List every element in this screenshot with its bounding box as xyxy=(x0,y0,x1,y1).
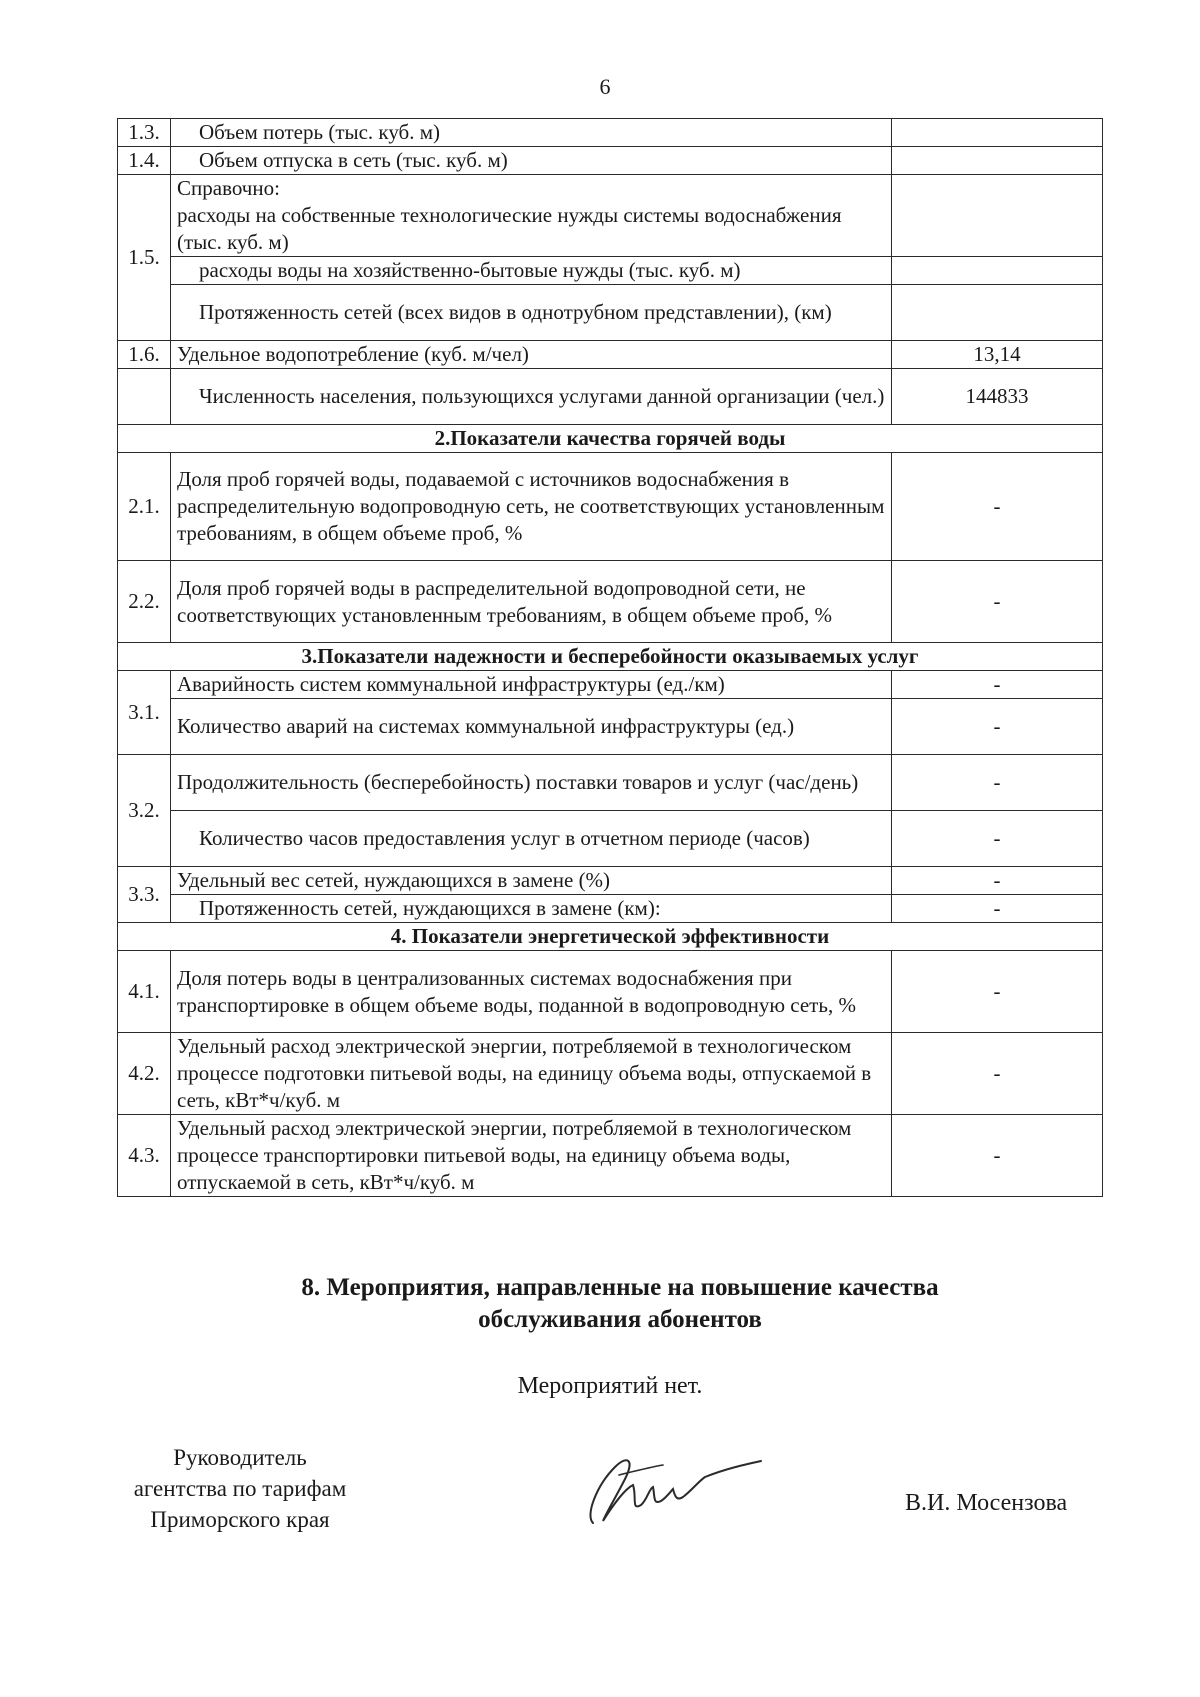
page-number: 6 xyxy=(599,74,611,99)
row-number: 3.1. xyxy=(118,671,171,755)
section-8-title-line-2: обслуживания абонентов xyxy=(478,1306,762,1333)
indicator-name: Численность населения, пользующихся услугами данной организации (чел.) xyxy=(171,369,892,425)
table-row xyxy=(118,119,1103,147)
indicator-name: Протяженность сетей, нуждающихся в замене (км): xyxy=(171,895,892,923)
indicator-value: - xyxy=(892,811,1103,867)
table-row xyxy=(118,285,1103,341)
indicator-value xyxy=(892,285,1103,341)
reference-label: Справочно: xyxy=(177,176,280,200)
section-header-row xyxy=(118,923,1103,951)
table-row xyxy=(118,175,1103,257)
section-title: 2.Показатели качества горячей воды xyxy=(118,425,1103,453)
indicator-value: - xyxy=(892,1115,1103,1197)
indicator-name: Доля проб горячей воды, подаваемой с источников водоснабжения в распределительную водопроводную сеть, не соответствующих установленным требованиям, в общем объеме проб, % xyxy=(171,453,892,561)
row-number: 3.2. xyxy=(118,755,171,867)
signer-position xyxy=(110,1442,370,1535)
row-number: 1.6. xyxy=(118,341,171,369)
row-number: 1.3. xyxy=(118,119,171,147)
signer-name: В.И. Мосензова xyxy=(905,1490,1068,1516)
indicator-value: 13,14 xyxy=(892,341,1103,369)
row-number: 4.1. xyxy=(118,951,171,1033)
row-number: 2.1. xyxy=(118,453,171,561)
table-row xyxy=(118,895,1103,923)
indicator-value xyxy=(892,119,1103,147)
table-row xyxy=(118,699,1103,755)
indicator-value xyxy=(892,147,1103,175)
indicator-value: - xyxy=(892,699,1103,755)
section-title: 3.Показатели надежности и бесперебойности оказываемых услуг xyxy=(118,643,1103,671)
row-number: 4.2. xyxy=(118,1033,171,1115)
table-row xyxy=(118,755,1103,811)
table-row xyxy=(118,341,1103,369)
table-row xyxy=(118,671,1103,699)
indicator-name: Объем потерь (тыс. куб. м) xyxy=(171,119,892,147)
indicator-name: Протяженность сетей (всех видов в однотрубном представлении), (км) xyxy=(171,285,892,341)
indicator-name: Удельный вес сетей, нуждающихся в замене (%) xyxy=(171,867,892,895)
indicator-name: Удельное водопотребление (куб. м/чел) xyxy=(171,341,892,369)
table-row xyxy=(118,1033,1103,1115)
indicator-name: Аварийность систем коммунальной инфраструктуры (ед./км) xyxy=(171,671,892,699)
indicator-name: Количество часов предоставления услуг в отчетном периоде (часов) xyxy=(171,811,892,867)
indicator-value xyxy=(892,175,1103,257)
indicator-value: - xyxy=(892,671,1103,699)
indicator-value: - xyxy=(892,561,1103,643)
section-title: 4. Показатели энергетической эффективности xyxy=(118,923,1103,951)
row-number: 1.4. xyxy=(118,147,171,175)
table-row xyxy=(118,147,1103,175)
handwritten-signature xyxy=(575,1445,765,1535)
indicator-name: расходы воды на хозяйственно-бытовые нужды (тыс. куб. м) xyxy=(171,257,892,285)
empty-number-cell xyxy=(118,369,171,425)
section-8-heading xyxy=(0,1272,1200,1336)
row-number: 3.3. xyxy=(118,867,171,923)
section-header-row xyxy=(118,425,1103,453)
signer-position-line-3: Приморского края xyxy=(150,1507,330,1532)
table-row xyxy=(118,453,1103,561)
indicator-value xyxy=(892,257,1103,285)
signer-position-line-2: агентства по тарифам xyxy=(133,1476,347,1501)
table-row xyxy=(118,561,1103,643)
signer-position-line-1: Руководитель xyxy=(173,1445,307,1470)
indicators-table xyxy=(117,118,1103,1197)
table-row xyxy=(118,867,1103,895)
indicator-value: 144833 xyxy=(892,369,1103,425)
indicator-name: Удельный расход электрической энергии, потребляемой в технологическом процессе транспортировки питьевой воды, на единицу объема воды, отпускаемой в сеть, кВт*ч/куб. м xyxy=(171,1115,892,1197)
row-number: 4.3. xyxy=(118,1115,171,1197)
indicator-name: Удельный расход электрической энергии, потребляемой в технологическом процессе подготовки питьевой воды, на единицу объема воды, отпускаемой в сеть, кВт*ч/куб. м xyxy=(171,1033,892,1115)
table-row xyxy=(118,1115,1103,1197)
indicator-value: - xyxy=(892,755,1103,811)
row-number: 2.2. xyxy=(118,561,171,643)
indicator-value: - xyxy=(892,895,1103,923)
table-row xyxy=(118,257,1103,285)
indicator-text: расходы на собственные технологические нужды системы водоснабжения (тыс. куб. м) xyxy=(177,203,842,254)
table-row xyxy=(118,811,1103,867)
indicator-name: Объем отпуска в сеть (тыс. куб. м) xyxy=(171,147,892,175)
section-header-row xyxy=(118,643,1103,671)
section-8-title-line-1: 8. Мероприятия, направленные на повышение качества xyxy=(301,1274,939,1301)
indicator-name: Доля проб горячей воды в распределительной водопроводной сети, не соответствующих установленным требованиям, в общем объеме проб, % xyxy=(171,561,892,643)
table-row xyxy=(118,951,1103,1033)
indicator-name: Количество аварий на системах коммунальной инфраструктуры (ед.) xyxy=(171,699,892,755)
table-row xyxy=(118,369,1103,425)
indicator-value: - xyxy=(892,453,1103,561)
row-number: 1.5. xyxy=(118,175,171,341)
indicator-name xyxy=(171,175,892,257)
indicator-name: Продолжительность (бесперебойность) поставки товаров и услуг (час/день) xyxy=(171,755,892,811)
indicator-value: - xyxy=(892,951,1103,1033)
indicator-name: Доля потерь воды в централизованных системах водоснабжения при транспортировке в общем объеме воды, поданной в водопроводную сеть, % xyxy=(171,951,892,1033)
indicator-value: - xyxy=(892,1033,1103,1115)
indicator-value: - xyxy=(892,867,1103,895)
section-8-text: Мероприятий нет. xyxy=(517,1373,703,1399)
